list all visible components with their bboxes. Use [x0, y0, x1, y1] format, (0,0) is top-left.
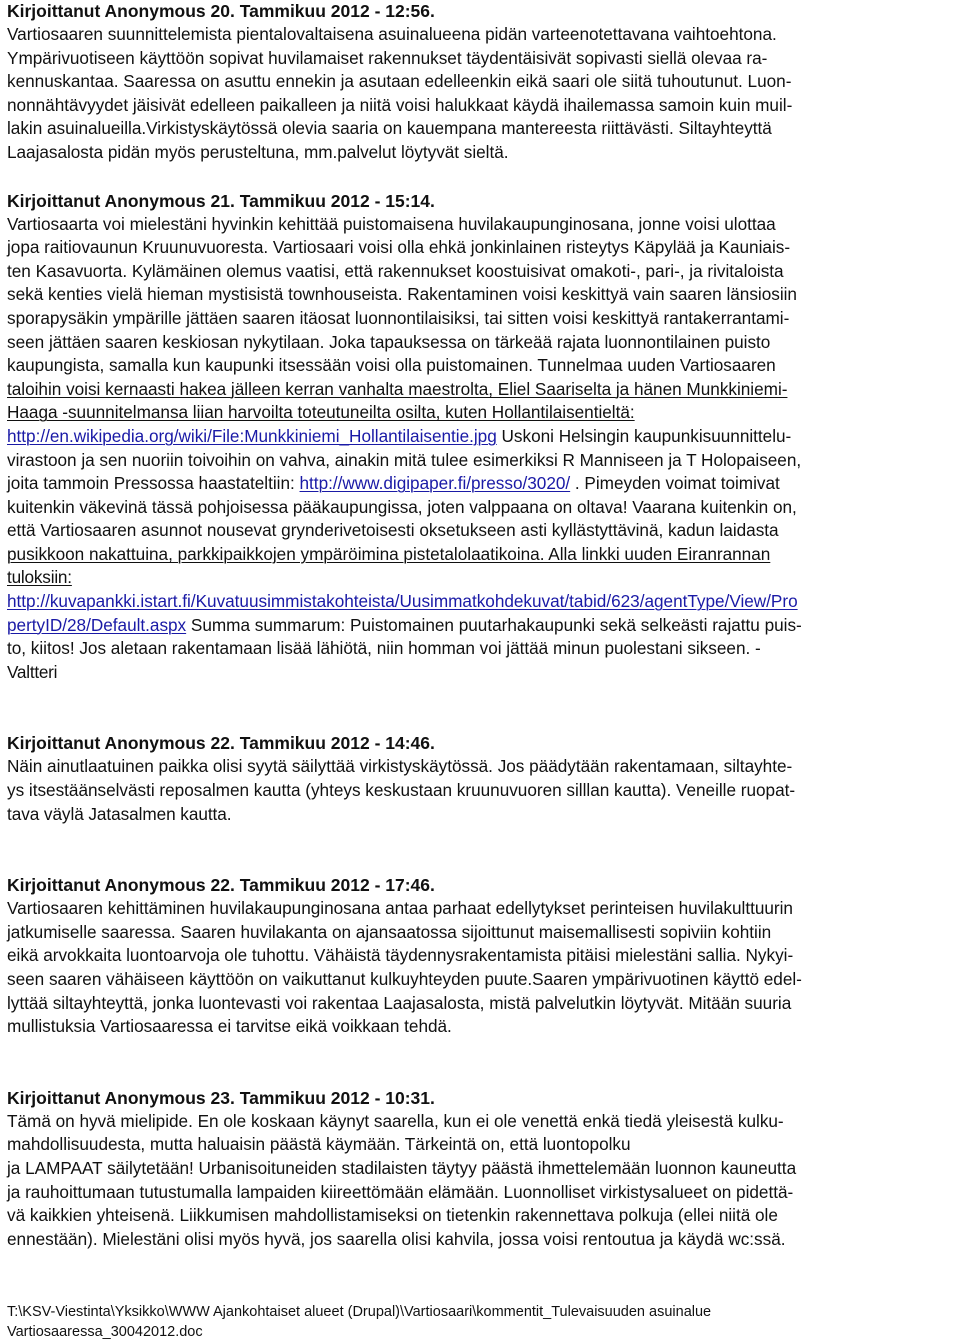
document-page — [7, 0, 955, 1251]
text-line: mahdollisuudesta, mutta haluaisin päästä käymään. Tärkeintä on, että luontopolku — [7, 1134, 631, 1155]
text-line: sporapysäkin ympärille jättäen saaren itäosat luonnontilaisiksi, tai sitten voisi keskittyä rantakerrantami- — [7, 307, 790, 328]
wikipedia-link[interactable]: http://en.wikipedia.org/wiki/File:Munkkiniemi_Hollantilaisentie.jpg — [7, 425, 497, 446]
text-line: Valtteri — [7, 661, 58, 682]
text-line: sekä kenties vielä hieman mystisistä townhouseista. Rakentaminen voisi keskittyä vain saaren länsiosiin — [7, 284, 797, 305]
text-line: Haaga -suunnitelmansa liian harvoilta toteutuneilta osilta, kuten Hollantilaisentieltä: — [7, 402, 635, 423]
text-line: vä kaikkien yhteisenä. Liikkumisen mahdollistamiseksi on tietenkin rakennettava polkuja (ellei niitä ole — [7, 1205, 778, 1226]
comment-body — [7, 213, 955, 685]
text-line: ja rauhoittumaan tutustumalla lampaiden kiireettömään elämään. Luonnolliset virkistysalueet on pidettä- — [7, 1181, 794, 1202]
text-fragment: joita tammoin Pressossa haastateltiin: — [7, 473, 300, 494]
comment-header: Kirjoittanut Anonymous 23. Tammikuu 2012 - 10:31. — [7, 1087, 435, 1108]
text-line: kaupungista, samalla kun kaupunki itsessään voisi olla puistomainen. Tunnelmaa uuden Vartiosaaren — [7, 355, 776, 376]
text-line: Tämä on hyvä mielipide. En ole koskaan käynyt saarella, kun ei ole venettä enkä tiedä yleisestä kulku- — [7, 1110, 784, 1131]
text-line-with-link — [7, 472, 955, 496]
footer-file-name: Vartiosaaressa_30042012.doc — [7, 1324, 203, 1340]
text-line: kennuskantaa. Saaressa on asuttu ennekin ja asutaan edelleenkin eikä saari ole siitä tuhoutunut. Luon- — [7, 71, 792, 92]
comment-body — [7, 23, 955, 165]
text-line: että Vartiosaaren asunnot nousevat grynderivetoisesti oksetukseen asti kyllästyttävinä, kadun laidasta — [7, 520, 779, 541]
text-fragment: . Pimeyden voimat toimivat — [570, 473, 780, 494]
comment-post-4 — [7, 874, 955, 1039]
document-footer — [7, 1302, 711, 1342]
kuvapankki-link-continued[interactable]: pertyID/28/Default.aspx — [7, 614, 187, 635]
text-line: jatkumiselle saaressa. Saaren huvilakanta on ajansaatossa sijoittunut maisemallisesti sopiviin kohtiin — [7, 921, 772, 942]
text-line: lyttää siltayhteyttä, jonka luontevasti voi rakentaa Laajasalosta, mistä palvelutkin löytyvät. Mitään suuria — [7, 992, 792, 1013]
footer-file-path: T:\KSV-Viestinta\Yksikko\WWW Ajankohtaiset alueet (Drupal)\Vartiosaari\kommentit_Tulevaisuuden asuinalue — [7, 1304, 712, 1320]
text-line: ennestään). Mielestäni olisi myös hyvä, jos saarella olisi kahvila, jossa voisi rentoutua ja käydä wc:ssä. — [7, 1228, 786, 1249]
text-line: Näin ainutlaatuinen paikka olisi syytä säilyttää virkistyskäytössä. Jos päädytään rakentamaan, siltayhte- — [7, 756, 793, 777]
text-line: mullistuksia Vartiosaaressa ei tarvitse eikä voikkaan tehdä. — [7, 1016, 452, 1037]
text-line-with-link — [7, 425, 955, 449]
text-line: virastoon ja sen nuoriin toivoihin on vahva, ainakin mitä tulee esimerkiksi R Manniseen ja T Holopaiseen, — [7, 449, 802, 470]
text-line: Ympärivuotiseen käyttöön sopivat huvilamaiset rakennukset täydentäisivät sopivasti siellä olevaa ra- — [7, 47, 768, 68]
text-line: jopa raitiovaunun Kruunuvuoresta. Vartiosaari voisi olla ehkä jonkinlainen risteytys Käpylää ja Kauniais- — [7, 237, 791, 258]
text-line: ja LAMPAAT säilytetään! Urbanisoituneiden stadilaisten täytyy päästä ihmettelemään luonnon kauneutta — [7, 1157, 797, 1178]
text-line: ys itsestäänselvästi reposalmen kautta (yhteys keskustaan kruunuvuoren silllan kautta). Veneille ruopat- — [7, 780, 796, 801]
digipaper-link[interactable]: http://www.digipaper.fi/presso/3020/ — [299, 473, 571, 494]
text-line: Vartiosaarta voi mielestäni hyvinkin kehittää puistomaisena huvilakaupunginosana, jonne voisi ulottaa — [7, 213, 776, 234]
text-line: nonnähtävyydet jäisivät edelleen paikalleen ja niitä voisi halukkaat käydä ihailemassa samoin kuin muil- — [7, 94, 793, 115]
text-line: Vartiosaaren suunnittelemista pientalovaltaisena asuinalueena pidän varteenotettavana vaihtoehtona. — [7, 24, 777, 44]
text-line: kuitenkin väkevinä tässä pohjoisessa pääkaupungissa, joten valppaana on oltava! Vaarana kuitenkin on, — [7, 496, 797, 517]
comment-header: Kirjoittanut Anonymous 21. Tammikuu 2012 - 15:14. — [7, 190, 435, 211]
comment-header: Kirjoittanut Anonymous 22. Tammikuu 2012 - 14:46. — [7, 733, 435, 754]
text-line: to, kiitos! Jos aletaan rakentamaan lisää lähiötä, niin homman voi jättää minun puolestani sikseen. - — [7, 638, 761, 659]
text-line: seen jättäen saaren keskiosan nykytilaan. Joka tapauksessa on tärkeää rajata luonnontilainen puisto — [7, 331, 771, 352]
kuvapankki-link[interactable]: http://kuvapankki.istart.fi/Kuvatuusimmistakohteista/Uusimmatkohdekuvat/tabid/623/agentType/View/Pro — [7, 591, 798, 612]
text-line-with-link — [7, 614, 955, 638]
text-line: pusikkoon nakattuina, parkkipaikkojen ympäröimina pistetalolaatikoina. Alla linkki uuden Eiranrannan — [7, 543, 771, 564]
text-line-with-link — [7, 590, 955, 614]
text-line: tava väylä Jatasalmen kautta. — [7, 803, 232, 824]
comment-header: Kirjoittanut Anonymous 22. Tammikuu 2012 - 17:46. — [7, 875, 435, 896]
comment-body — [7, 1110, 955, 1252]
text-line: eikä arvokkaita luontoarvoja ole tuhottu. Vähäistä täydennysrakentamista pitäisi mielestäni sallia. Nykyi- — [7, 945, 794, 966]
text-line: Vartiosaaren kehittäminen huvilakaupunginosana antaa parhaat edellytykset perinteisen huvilakulttuurin — [7, 898, 793, 919]
text-fragment: Summa summarum: Puistomainen puutarhakaupunki sekä selkeästi rajattu puis- — [186, 614, 802, 635]
text-line: tuloksiin: — [7, 567, 72, 588]
comment-body — [7, 755, 955, 826]
comment-post-5 — [7, 1087, 955, 1252]
comment-post-1 — [7, 0, 955, 165]
text-fragment: Uskoni Helsingin kaupunkisuunnittelu- — [496, 425, 792, 446]
text-line: lakin asuinalueilla.Virkistyskäytössä olevia saaria on kauempana mantereesta riittävästi. Siltayhteyttä — [7, 118, 772, 139]
text-line: Laajasalosta pidän myös perusteltuna, mm.palvelut löytyvät sieltä. — [7, 141, 509, 162]
comment-body — [7, 897, 955, 1039]
text-line: seen saaren vähäiseen käyttöön on vaikuttanut kulkuyhteyden puute.Saaren ympärivuotinen käyttö edel- — [7, 969, 802, 989]
comment-post-2 — [7, 190, 955, 685]
text-line: taloihin voisi kernaasti hakea jälleen kerran vanhalta maestrolta, Eliel Saariselta ja hänen Munkkiniemi- — [7, 378, 788, 399]
comment-header: Kirjoittanut Anonymous 20. Tammikuu 2012 - 12:56. — [7, 1, 435, 21]
text-line: ten Kasavuorta. Kylämäinen olemus vaatisi, että rakennukset koostuisivat omakoti-, pari-, ja rivitaloista — [7, 260, 784, 281]
comment-post-3 — [7, 732, 955, 826]
